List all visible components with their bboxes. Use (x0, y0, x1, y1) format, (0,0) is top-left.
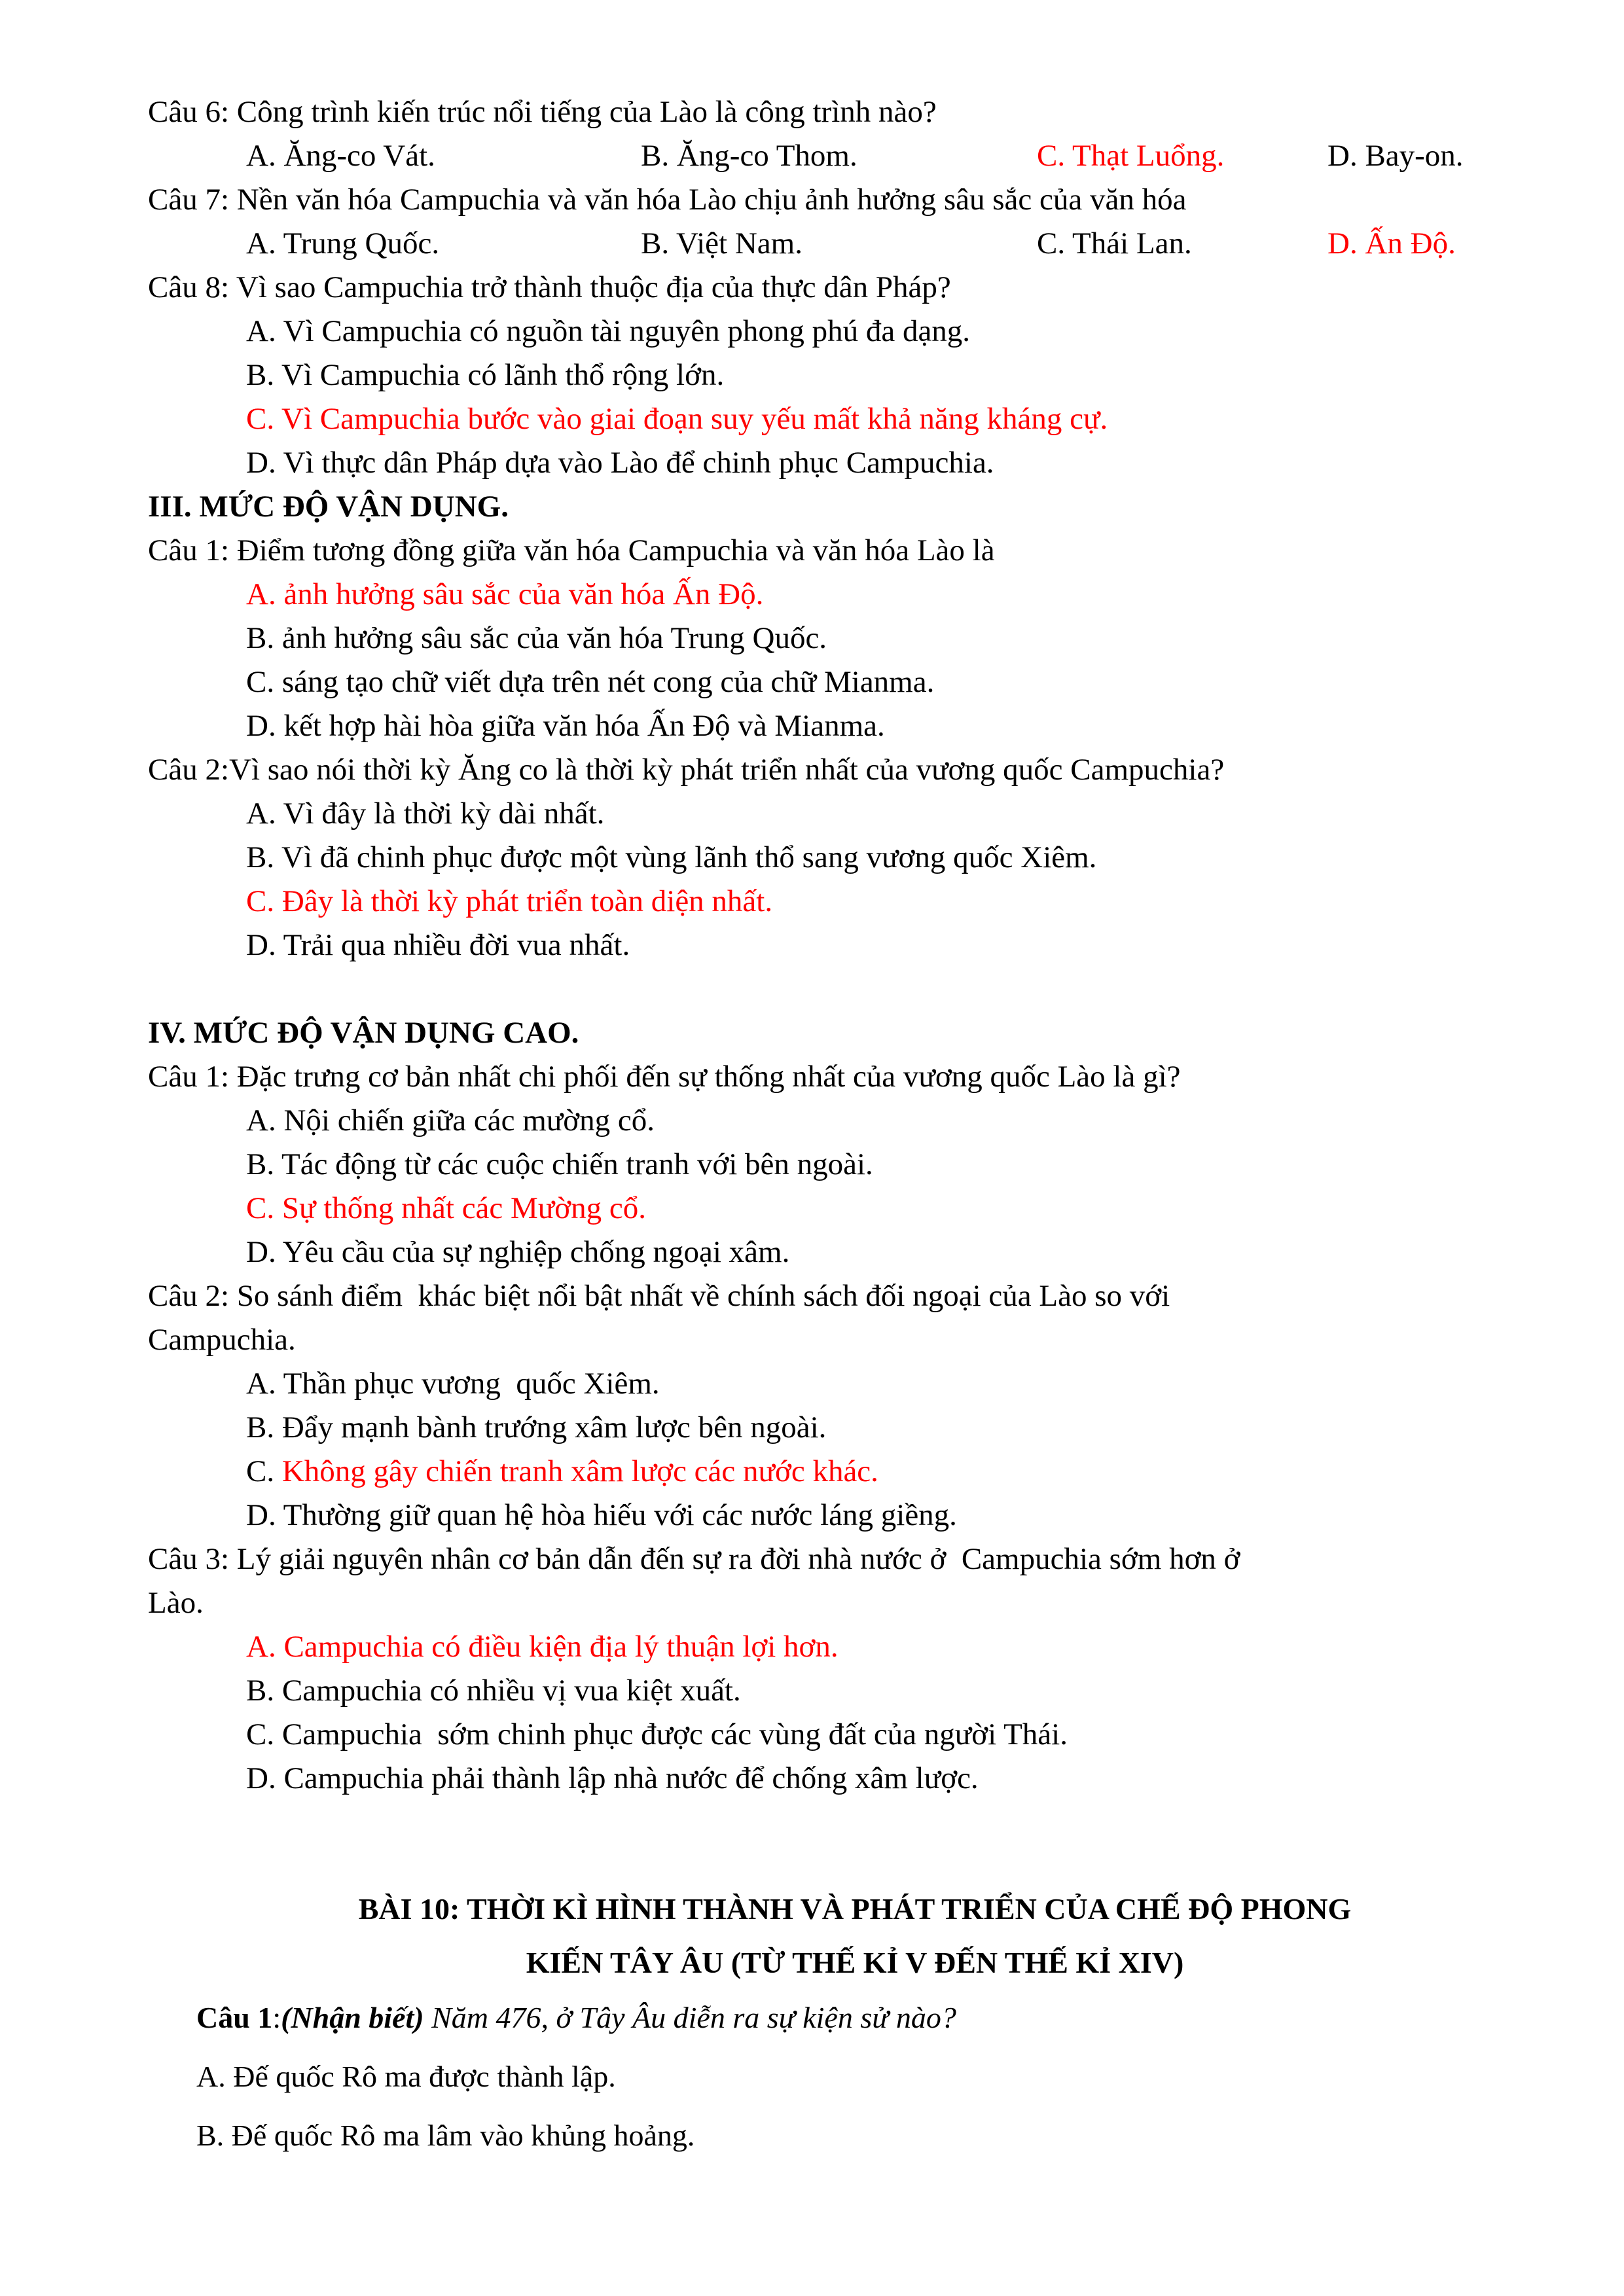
option-a: A. Thần phục vương quốc Xiêm. (246, 1367, 660, 1401)
option-c-correct: C. Vì Campuchia bước vào giai đoạn suy yếu mất khả năng kháng cự. (246, 402, 1108, 436)
option-c-row (246, 1450, 878, 1493)
option-b: B. Vì đã chinh phục được một vùng lãnh thổ sang vương quốc Xiêm. (246, 840, 1097, 874)
question-s3-1: Câu 1: Điểm tương đồng giữa văn hóa Campuchia và văn hóa Lào là (148, 533, 995, 567)
option-d: D. Bay-on. (1327, 139, 1464, 173)
option-b: B. Đế quốc Rô ma lâm vào khủng hoảng. (196, 2119, 695, 2152)
option-a: A. Nội chiến giữa các mường cổ. (246, 1103, 655, 1138)
option-c-correct: C. Đây là thời kỳ phát triển toàn diện nhất. (246, 884, 773, 918)
option-c-correct: Không gây chiến tranh xâm lược các nước khác. (281, 1454, 878, 1488)
option-a: A. Ăng-co Vát. (246, 139, 435, 173)
option-a-correct: A. Campuchia có điều kiện địa lý thuận lợi hơn. (246, 1630, 839, 1664)
option-b: B. Đẩy mạnh bành trướng xâm lược bên ngoài. (246, 1410, 827, 1444)
option-a: A. Trung Quốc. (246, 226, 440, 260)
lesson-title: BÀI 10: THỜI KÌ HÌNH THÀNH VÀ PHÁT TRIỂN CỦA CHẾ ĐỘ PHONG (358, 1892, 1352, 1926)
section-heading: IV. MỨC ĐỘ VẬN DỤNG CAO. (148, 1016, 579, 1050)
option-b: B. Campuchia có nhiều vị vua kiệt xuất. (246, 1674, 741, 1708)
question-s4-2-cont: Campuchia. (148, 1323, 296, 1357)
option-a: A. Vì đây là thời kỳ dài nhất. (246, 797, 605, 831)
question-6: Câu 6: Công trình kiến trúc nổi tiếng của Lào là công trình nào? (148, 95, 937, 129)
option-a: A. Đế quốc Rô ma được thành lập. (196, 2060, 616, 2093)
question-s4-1: Câu 1: Đặc trưng cơ bản nhất chi phối đến sự thống nhất của vương quốc Lào là gì? (148, 1060, 1181, 1094)
lesson-title-cont: KIẾN TÂY ÂU (TỪ THẾ KỈ V ĐẾN THẾ KỈ XIV) (526, 1946, 1184, 1979)
option-d: D. Trải qua nhiều đời vua nhất. (246, 928, 630, 962)
option-c-correct: C. Sự thống nhất các Mường cổ. (246, 1191, 646, 1225)
lesson-question-1 (196, 1996, 956, 2039)
question-7: Câu 7: Nền văn hóa Campuchia và văn hóa Lào chịu ảnh hưởng sâu sắc của văn hóa (148, 183, 1187, 217)
question-text: Năm 476, ở Tây Âu diễn ra sự kiện sử nào? (424, 2001, 956, 2034)
option-d: D. Yêu cầu của sự nghiệp chống ngoại xâm. (246, 1235, 790, 1269)
option-d: D. kết hợp hài hòa giữa văn hóa Ấn Độ và Mianma. (246, 709, 885, 743)
option-d: D. Campuchia phải thành lập nhà nước để chống xâm lược. (246, 1761, 979, 1795)
option-b: B. Tác động từ các cuộc chiến tranh với bên ngoài. (246, 1147, 873, 1181)
question-s4-3: Câu 3: Lý giải nguyên nhân cơ bản dẫn đến sự ra đời nhà nước ở Campuchia sớm hơn ở (148, 1542, 1240, 1576)
question-label: Câu 1 (196, 2001, 273, 2034)
option-a: A. Vì Campuchia có nguồn tài nguyên phong phú đa dạng. (246, 314, 971, 348)
option-c-correct: C. Thạt Luổng. (1037, 139, 1225, 173)
option-b: B. Vì Campuchia có lãnh thổ rộng lớn. (246, 358, 725, 392)
question-s3-2: Câu 2:Vì sao nói thời kỳ Ăng co là thời kỳ phát triển nhất của vương quốc Campuchia? (148, 753, 1225, 787)
question-s4-2: Câu 2: So sánh điểm khác biệt nổi bật nhất về chính sách đối ngoại của Lào so với (148, 1279, 1170, 1313)
option-a-correct: A. ảnh hưởng sâu sắc của văn hóa Ấn Độ. (246, 577, 764, 611)
question-6-options (0, 134, 1624, 177)
option-c: C. Campuchia sớm chinh phục được các vùng đất của người Thái. (246, 1717, 1068, 1751)
option-c-prefix: C. (246, 1454, 282, 1488)
option-d: D. Vì thực dân Pháp dựa vào Lào để chinh phục Campuchia. (246, 446, 994, 480)
question-7-options (0, 222, 1624, 265)
option-d-correct: D. Ấn Độ. (1327, 226, 1456, 260)
option-b: B. Việt Nam. (641, 226, 803, 260)
question-level: (Nhận biết) (281, 2001, 424, 2034)
option-b: B. ảnh hưởng sâu sắc của văn hóa Trung Quốc. (246, 621, 827, 655)
question-colon: : (272, 2001, 281, 2034)
section-heading: III. MỨC ĐỘ VẬN DỤNG. (148, 490, 509, 524)
question-s4-3-cont: Lào. (148, 1586, 204, 1620)
option-d: D. Thường giữ quan hệ hòa hiếu với các nước láng giềng. (246, 1498, 957, 1532)
option-b: B. Ăng-co Thom. (641, 139, 857, 173)
option-c: C. sáng tạo chữ viết dựa trên nét cong của chữ Mianma. (246, 665, 935, 699)
option-c: C. Thái Lan. (1037, 226, 1192, 260)
question-8: Câu 8: Vì sao Campuchia trở thành thuộc địa của thực dân Pháp? (148, 270, 951, 304)
